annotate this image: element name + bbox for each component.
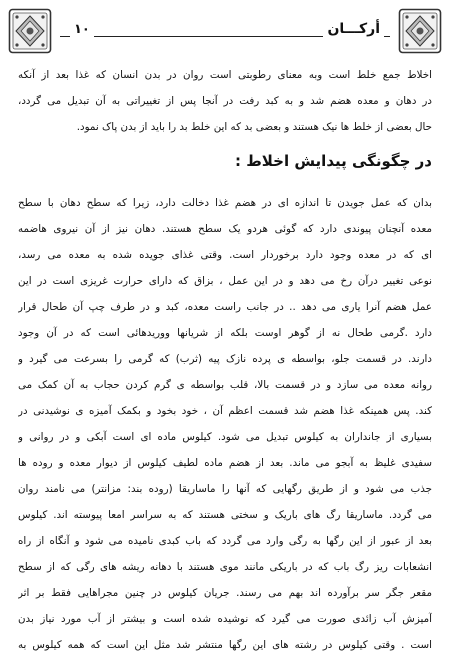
text-line: دارد .گرمی طحال نه از گوهر اوست بلکه از شریانها ووریدهائی است که در آن وجود xyxy=(18,327,432,339)
text-line: نوعی تغییر درآن رخ می دهد و در این عمل ، بزاق که دارای حرارت غریزی است در این xyxy=(18,275,432,287)
text-line: بعد از عبور از این رگها به رگی وارد می گردد که باب کبدی نامیده می شود و آنگاه از راه xyxy=(18,535,432,547)
text-line: در دهان و معده هضم شد و به کبد رفت در آنجا پس از تغییراتی به آن تبدیل می گردد، xyxy=(18,95,432,107)
body-paragraph xyxy=(18,190,432,658)
ornament-right-icon xyxy=(398,8,442,54)
page-header xyxy=(8,8,442,54)
text-line: انشعابات ریز رگ باب که در باریکی مانند موی هستند با دهانه ریشه های رگی که از سطح xyxy=(18,561,432,573)
text-line: است . وقتی کیلوس در رشته های این رگها منتشر شد مثل این است که همه کیلوس به xyxy=(18,639,432,651)
page-number: ١٠ xyxy=(70,22,94,37)
text-line: روانه معده می سازد و در قسمت بالا، قلب بواسطه ی گرم کردن حجاب به آن کمک می xyxy=(18,379,432,391)
text-line: معده آنچنان پیوندی دارد که گوئی هردو یک سطح هستند. دهان نیز از آن نیروی هاضمه xyxy=(18,223,432,235)
text-line: مقعر جگر سر برآورده اند بهم می رسند. جریان کیلوس در چنین مجراهایی فقط بر اثر xyxy=(18,587,432,599)
text-line: کند. پس همینکه غذا هضم شد قسمت اعظم آن ، خود بخود و بکمک آمیزه ی نوشیدنی در xyxy=(18,405,432,417)
running-title: أركـــان xyxy=(323,21,384,37)
text-line: آمیزش آب زائدی صورت می گیرد که نوشیده شده است و بیشتر از آب مورد نیاز بدن xyxy=(18,613,432,625)
text-line: ای که در معده وجود دارد برخوردار است. وقتی غذای جویده شده به معده می رسد، xyxy=(18,249,432,261)
text-line: جذب می شود و از طریق رگهایی که آنها را ماساریقا (روده بند: مزانتر) می نامند روان xyxy=(18,483,432,495)
section-heading: در چگونگی پیدایش اخلاط : xyxy=(234,152,432,170)
text-line: بسیاری از جانداران به کیلوس تبدیل می شود. کیلوس ماده ای است آبکی و در روانی و xyxy=(18,431,432,443)
text-line: اخلاط جمع خلط است وبه معنای رطوبتی است روان در بدن انسان که غذا بعد از آنکه xyxy=(18,69,432,81)
text-line: سفیدی غلیظ به آبجو می ماند. بعد از هضم ماده لطیف کیلوس از دیوار معده و روده ها xyxy=(18,457,432,469)
text-line: عمل هضم آنرا یاری می دهد .. در جانب راست معده، کبد و در طرف چپ آن طحال قرار xyxy=(18,301,432,313)
intro-paragraph xyxy=(18,62,432,140)
ornament-left-icon xyxy=(8,8,52,54)
text-line: می گردد. ماساریقا رگ های باریک و سختی هستند که به سراسر امعا پیوسته اند. کیلوس xyxy=(18,509,432,521)
text-line: حال بعضی از خلط ها نیک هستند و بعضی بد که این خلط بد را باید از بدن پاک نمود. xyxy=(76,121,432,133)
text-line: بدان که عمل جویدن تا اندازه ای در هضم غذا دخالت دارد، زیرا که سطح دهان با سطح xyxy=(18,197,432,209)
text-line: دارند. در قسمت جلو، بواسطه ی پرده نازک پیه (ثرب) که گرمی را بسرعت می گیرد و xyxy=(18,353,432,365)
